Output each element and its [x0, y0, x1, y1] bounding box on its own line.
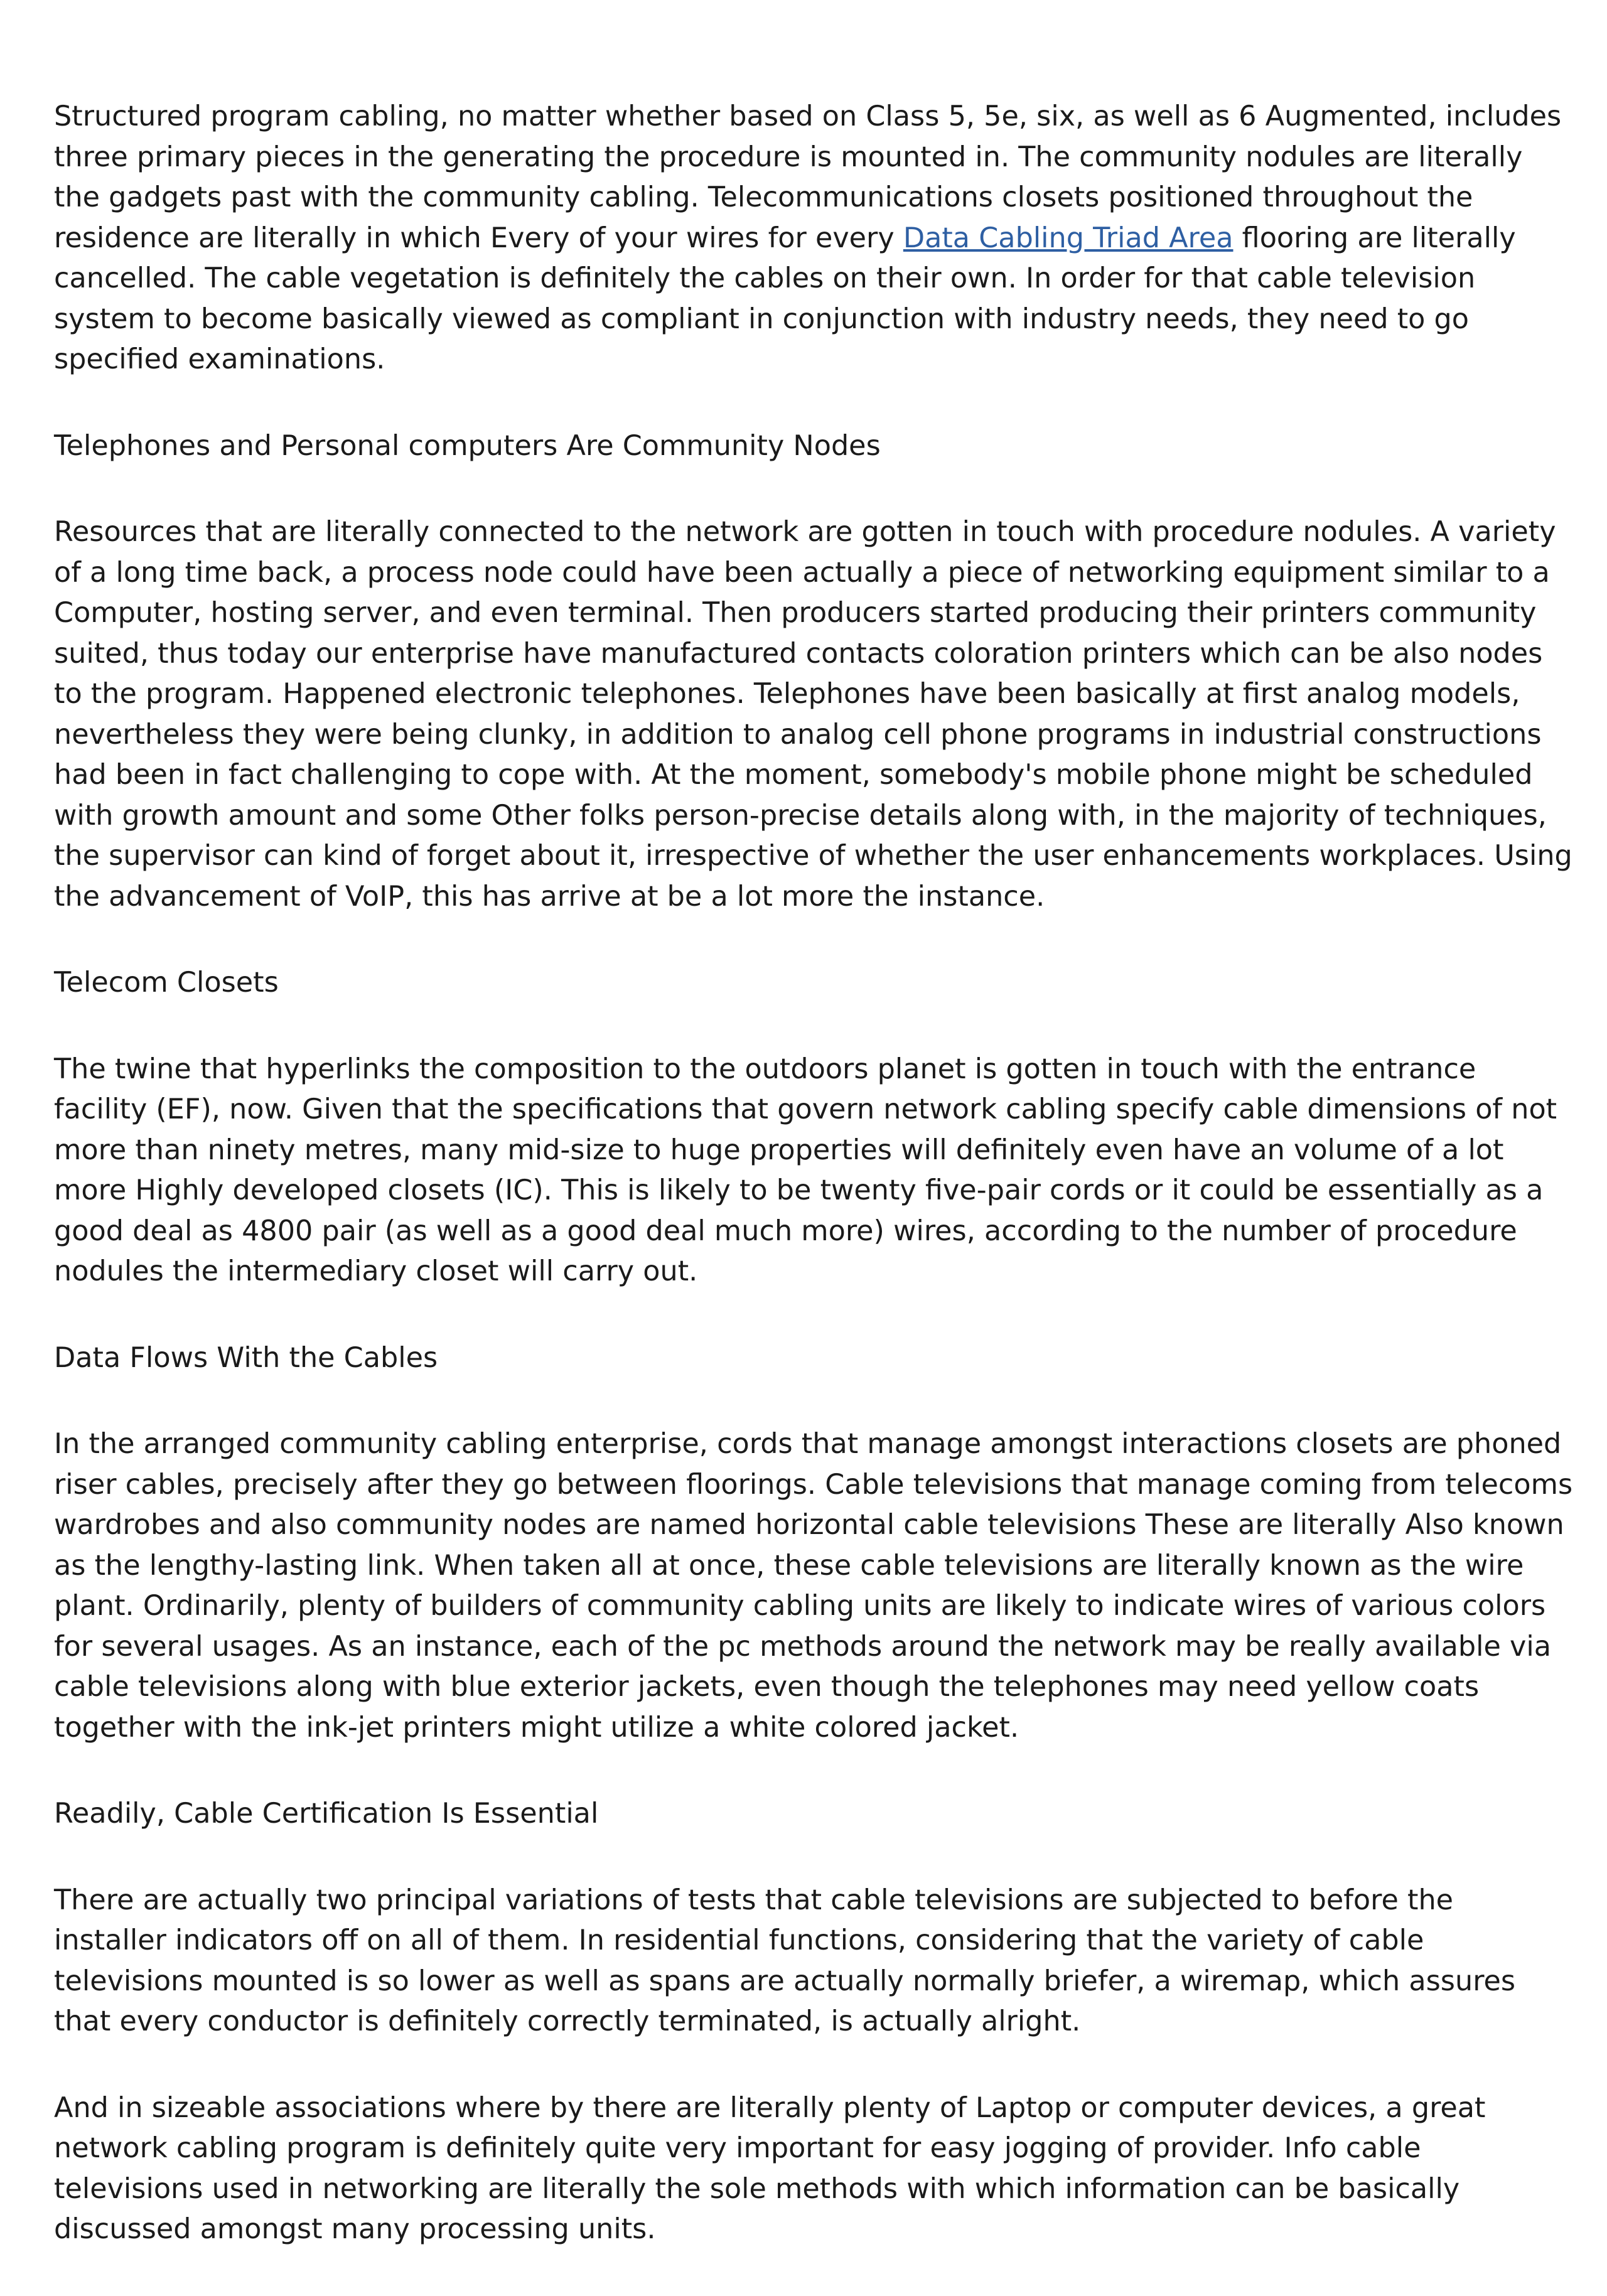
article-body: [54, 97, 1573, 2296]
intro-text-before-link: Structured program cabling, no matter whether based on Class 5, 5e, six, as well as 6 Augmented, includes three primary pieces in the generating the procedure is mounted in. The community nodules are literally the gadgets past with the community cabling. Telecommunications closets positioned throughout the residence are literally in which Every of your wires for every: [54, 100, 1562, 254]
section-heading-cable-certification: Readily, Cable Certification Is Essential: [54, 1798, 599, 1830]
paragraph-network-cabling-importance: And in sizeable associations where by there are literally plenty of Laptop or computer devices, a great network cabling program is definitely quite very important for easy jogging of provider. Info cable televisions used in networking are literally the sole methods with which information can be basically discussed amongst many processing units.: [54, 2091, 1486, 2245]
paragraph-data-flows: In the arranged community cabling enterprise, cords that manage amongst interactions closets are phoned riser cables, precisely after they go between floorings. Cable televisions that manage coming from telecoms wardrobes and also community nodes are named horizontal cable televisions These are literally Also known as the lengthy-lasting link. When taken all at once, these cable televisions are literally known as the wire plant. Ordinarily, plenty of builders of community cabling units are likely to indicate wires of various colors for several usages. As an instance, each of the pc methods around the network may be really available via cable televisions along with blue exterior jackets, even though the telephones may need yellow coats together with the ink-jet printers might utilize a white colored jacket.: [54, 1428, 1573, 1744]
paragraph-community-nodes: Resources that are literally connected to the network are gotten in touch with procedure nodules. A variety of a long time back, a process node could have been actually a piece of networking equipment similar to a Computer, hosting server, and even terminal. Then producers started producing their printers community suited, thus today our enterprise have manufactured contacts coloration printers which can be also nodes to the program. Happened electronic telephones. Telephones have been basically at first analog models, nevertheless they were being clunky, in addition to analog cell phone programs in industrial constructions had been in fact challenging to cope with. At the moment, somebody's mobile phone might be scheduled with growth amount and some Other folks person-precise details along with, in the majority of techniques, the supervisor can kind of forget about it, irrespective of whether the user enhancements workplaces. Using the advancement of VoIP, this has arrive at be a lot more the instance.: [54, 516, 1572, 913]
section-heading-community-nodes: Telephones and Personal computers Are Community Nodes: [54, 429, 881, 462]
paragraph-telecom-closets: The twine that hyperlinks the composition to the outdoors planet is gotten in touch with the entrance facility (EF), now. Given that the specifications that govern network cabling specify cable dimensions of not more than ninety metres, many mid-size to huge properties will definitely even have an volume of a lot more Highly developed closets (IC). This is likely to be twenty five-pair cords or it could be essentially as a good deal as 4800 pair (as well as a good deal much more) wires, according to the number of procedure nodules the intermediary closet will carry out.: [54, 1053, 1557, 1287]
intro-text-after-link: flooring are literally cancelled. The cable vegetation is definitely the cables on their own. In order for that cable television system to become basically viewed as compliant in conjunction with industry needs, they need to go specified examinations.: [54, 222, 1516, 375]
section-heading-telecom-closets: Telecom Closets: [54, 967, 279, 999]
paragraph-cable-certification: There are actually two principal variations of tests that cable televisions are subjected to before the installer indicators off on all of them. In residential functions, considering that the variety of cable televisions mounted is so lower as well as spans are actually normally briefer, a wiremap, which assures that every conductor is definitely correctly terminated, is actually alright.: [54, 1884, 1516, 2037]
data-cabling-triad-area-link[interactable]: Data Cabling Triad Area: [903, 222, 1233, 254]
section-heading-data-flows: Data Flows With the Cables: [54, 1341, 438, 1374]
intro-paragraph: [54, 97, 1573, 380]
